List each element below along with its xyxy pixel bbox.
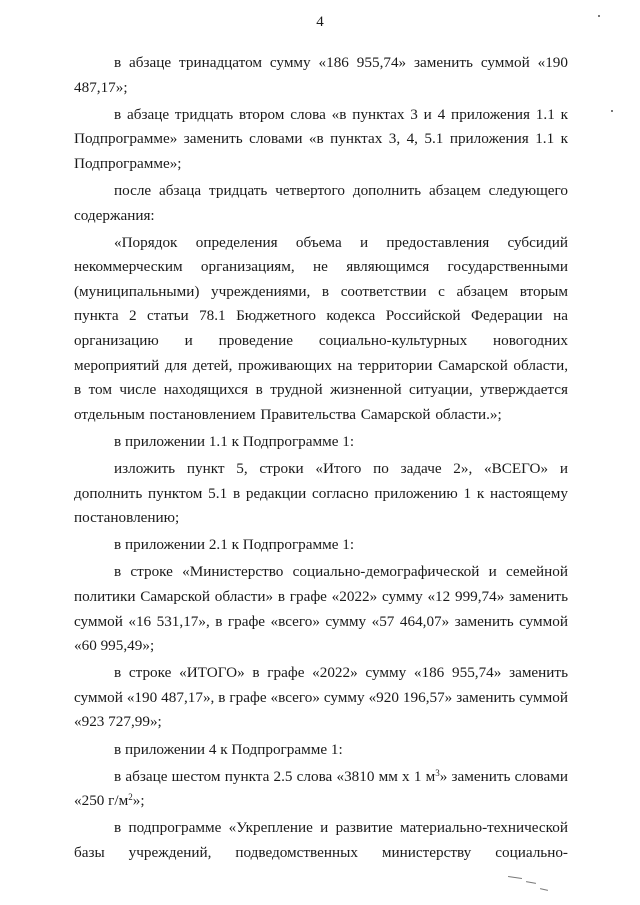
paragraph-6: изложить пункт 5, строки «Итого по задаче 2», «ВСЕГО» и дополнить пунктом 5.1 в редакции согласно приложению 1 к настоящему постановлению; (74, 460, 568, 527)
scan-dot (598, 15, 600, 17)
paragraph-5: в приложении 1.1 к Подпрограмме 1: (114, 432, 355, 450)
paragraph-units (74, 765, 568, 814)
scan-dot (611, 110, 613, 112)
paragraph-7: в приложении 2.1 к Подпрограмме 1: (114, 536, 355, 554)
units-text-before: в абзаце шестом пункта 2.5 слова «3810 мм х 1 м (114, 767, 436, 785)
paragraph-last: в подпрограмме «Укрепление и развитие материально-технической базы учреждений, подведомственных министерству социально- (74, 819, 568, 861)
units-text-middle: » заменить словами «250 г/м (74, 767, 568, 810)
paragraph-9: в строке «ИТОГО» в графе «2022» сумму «186 955,74» заменить суммой «190 487,17», в графе «всего» сумму «920 196,57» заменить суммой «923 727,99»; (74, 664, 568, 731)
paragraph-2: в абзаце тридцать втором слова «в пунктах 3 и 4 приложения 1.1 к Подпрограмме» заменить словами «в пунктах 3, 4, 5.1 приложения 1.1 к Подпрограмме»; (74, 105, 568, 172)
paragraph-1: в абзаце тринадцатом сумму «186 955,74» заменить суммой «190 487,17»; (74, 54, 568, 96)
paragraph-8: в строке «Министерство социально-демографической и семейной политики Самарской области» в графе «2022» сумму «12 999,74» заменить суммой «16 531,17», в графе «всего» сумму «57 464,07» заменить суммой «60 995,49»; (74, 563, 568, 655)
paragraph-3: после абзаца тридцать четвертого дополнить абзацем следующего содержания: (74, 181, 568, 224)
superscript-cubic: 3 (435, 767, 440, 778)
units-text-after: »; (132, 792, 145, 810)
scan-dash (526, 881, 536, 884)
superscript-square: 2 (128, 792, 133, 803)
scan-dash (508, 876, 522, 879)
page-number: 4 (316, 14, 324, 30)
paragraph-10: в приложении 4 к Подпрограмме 1: (114, 740, 343, 758)
paragraph-quoted-order: «Порядок определения объема и предоставления субсидий некоммерческим организациям, не являющимся государственными (муниципальными) учреждениями, в соответствии с абзацем вторым пункта 2 статьи 78.1 Бюджетного кодекса Российской Федерации на организацию и проведение социально-культурных новогодних мероприятий для детей, проживающих на территории Самарской области, в том числе находящихся в трудной жизненной ситуации, утверждается отдельным постановлением Правительства Самарской области.»; (74, 233, 568, 423)
document-body (74, 51, 568, 866)
scan-dash (540, 888, 548, 891)
